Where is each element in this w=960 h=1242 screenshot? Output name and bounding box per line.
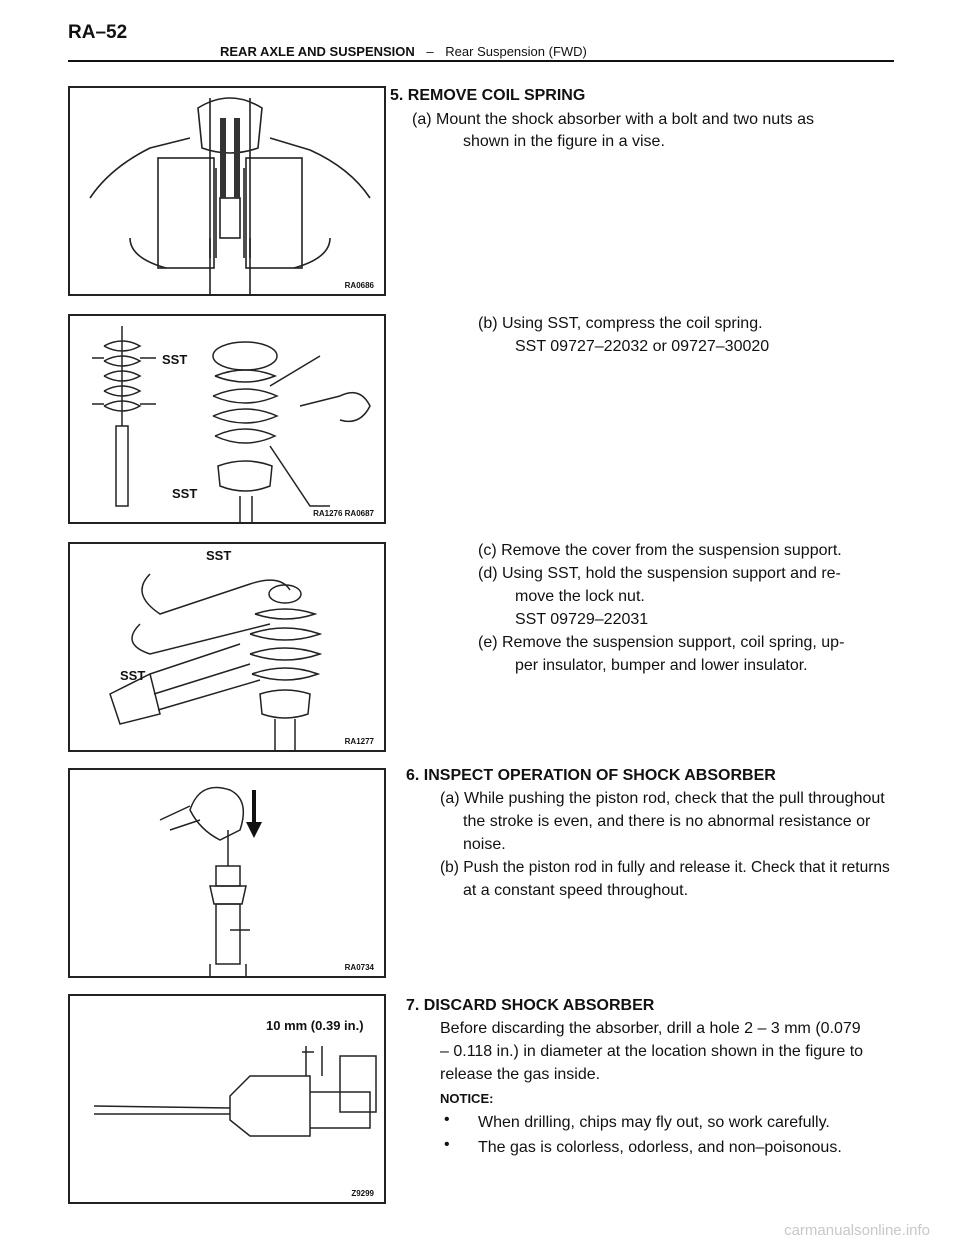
- step-5d-sst: SST 09729–22031: [515, 611, 649, 628]
- step-5e-line2: per insulator, bumper and lower insulator.: [515, 657, 808, 674]
- step-5a-line1: (a) Mount the shock absorber with a bolt and two nuts as: [412, 111, 814, 128]
- figure-compress-spring: [68, 314, 386, 524]
- step-5e-line1: (e) Remove the suspension support, coil spring, up-: [478, 634, 845, 651]
- step-7-title: 7. DISCARD SHOCK ABSORBER: [406, 997, 655, 1014]
- figure-code: RA1276 RA0687: [313, 509, 374, 518]
- sst-label: SST: [120, 668, 146, 683]
- figure-code: RA1277: [344, 737, 374, 746]
- step-7-line2: – 0.118 in.) in diameter at the location shown in the figure to: [440, 1043, 864, 1060]
- sst-label: SST: [162, 352, 188, 367]
- step-5d-line2: move the lock nut.: [515, 588, 645, 605]
- notice-label: NOTICE:: [440, 1091, 494, 1106]
- running-header: [220, 44, 587, 59]
- notice-bullet-2: The gas is colorless, odorless, and non–poisonous.: [478, 1139, 842, 1156]
- bullet-marker: •: [444, 1111, 450, 1128]
- figure-code: RA0686: [344, 281, 374, 290]
- step-6a-line2: the stroke is even, and there is no abnormal resistance or: [463, 813, 871, 830]
- figure-code: Z9299: [351, 1189, 374, 1198]
- bullet-marker: •: [444, 1136, 450, 1153]
- step-6-title: 6. INSPECT OPERATION OF SHOCK ABSORBER: [406, 767, 776, 784]
- step-5b-sst: SST 09727–22032 or 09727–30020: [515, 338, 770, 355]
- step-6a-line3: noise.: [463, 836, 506, 853]
- header-separator: –: [426, 44, 434, 59]
- figure-code: RA0734: [344, 963, 374, 972]
- sst-label: SST: [206, 548, 232, 563]
- remove-lock-nut-illustration: [70, 544, 384, 750]
- figure-inspect-piston: [68, 768, 386, 978]
- step-5d-line1: (d) Using SST, hold the suspension support and re-: [478, 565, 841, 582]
- figure-remove-lock-nut: [68, 542, 386, 752]
- step-5b-line1: (b) Using SST, compress the coil spring.: [478, 315, 763, 332]
- watermark: carmanualsonline.info: [784, 1222, 930, 1239]
- figure-discard-absorber: [68, 994, 386, 1204]
- step-5a-line2: shown in the figure in a vise.: [463, 133, 665, 150]
- vise-mount-illustration: [70, 88, 384, 294]
- notice-bullet-1: When drilling, chips may fly out, so work carefully.: [478, 1114, 830, 1131]
- compress-spring-illustration: [70, 316, 384, 522]
- figure-vise-mount: [68, 86, 386, 296]
- step-6a-line1: (a) While pushing the piston rod, check that the pull throughout: [440, 790, 885, 807]
- section-title: REAR AXLE AND SUSPENSION: [220, 44, 415, 59]
- dimension-label: 10 mm (0.39 in.): [266, 1018, 364, 1033]
- step-6b-line1: (b) Push the piston rod in fully and release it. Check that it returns: [440, 859, 890, 876]
- subsection-title: Rear Suspension (FWD): [445, 44, 587, 59]
- page-number: RA–52: [68, 22, 128, 43]
- step-6b-line2: at a constant speed throughout.: [463, 882, 689, 899]
- step-7-line1: Before discarding the absorber, drill a hole 2 – 3 mm (0.079: [440, 1020, 861, 1037]
- inspect-piston-illustration: [70, 770, 384, 976]
- sst-label: SST: [172, 486, 198, 501]
- step-5c: (c) Remove the cover from the suspension support.: [478, 542, 842, 559]
- header-rule: [68, 60, 894, 62]
- step-7-line3: release the gas inside.: [440, 1066, 601, 1083]
- step-5-title: 5. REMOVE COIL SPRING: [390, 87, 586, 104]
